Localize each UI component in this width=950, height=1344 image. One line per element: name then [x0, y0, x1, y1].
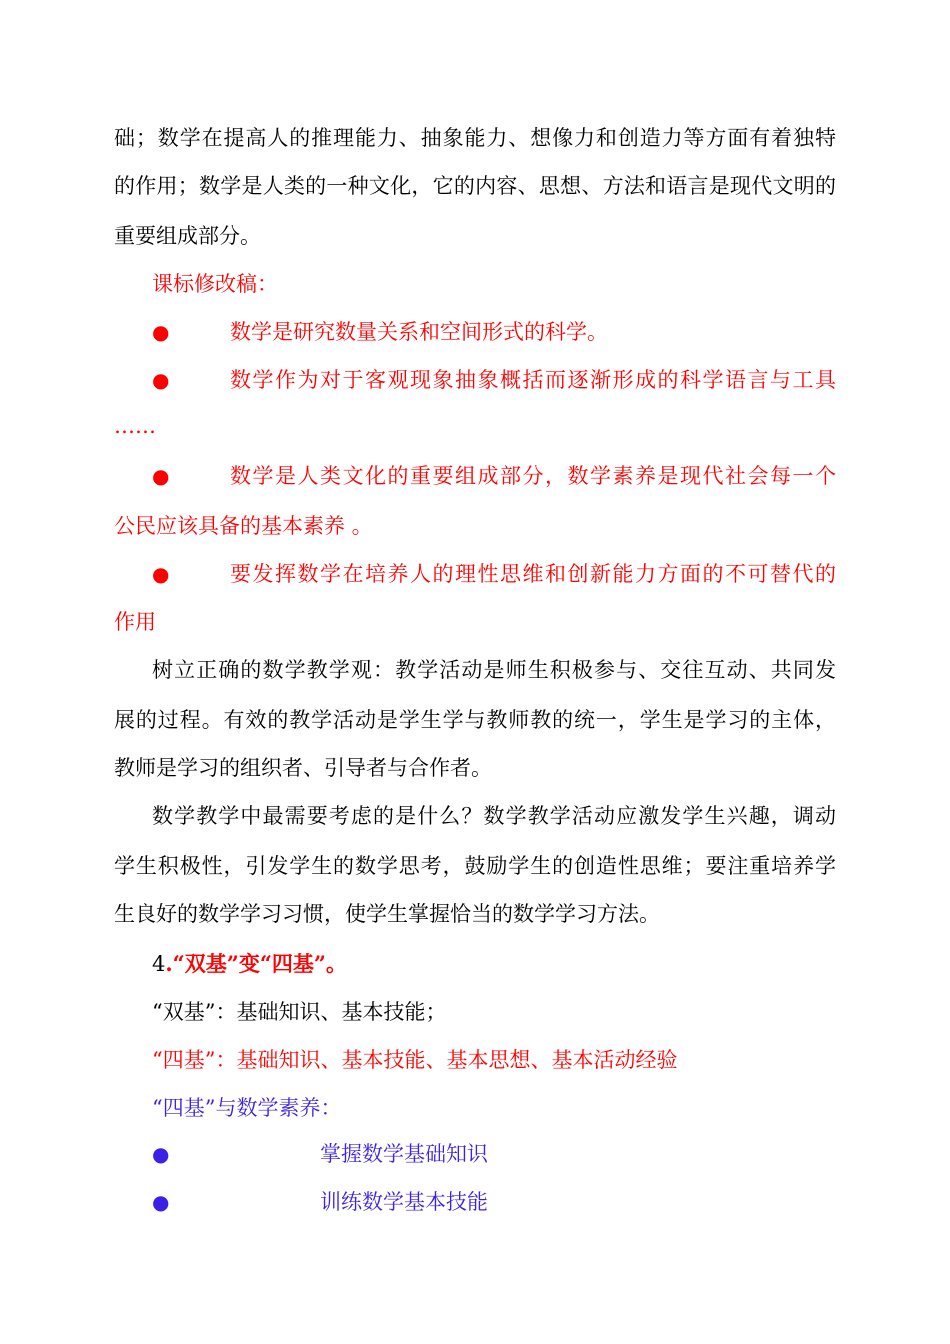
- paragraph-line: 学生积极性，引发学生的数学思考，鼓励学生的创造性思维；要注重培养学: [114, 854, 836, 878]
- revision-heading: 课标修改稿：: [152, 272, 278, 296]
- bullet-text-continuation: 作用: [114, 610, 156, 634]
- bullet-icon: ●: [152, 464, 170, 488]
- bullet-text: 数学作为对于客观现象抽象概括而逐渐形成的科学语言与工具: [230, 368, 836, 392]
- bullet-text: 训练数学基本技能: [320, 1190, 488, 1214]
- section-heading: [152, 950, 347, 978]
- bullet-icon: ●: [152, 368, 170, 392]
- paragraph-line: 教师是学习的组织者、引导者与合作者。: [114, 756, 492, 780]
- bullet-text-continuation: ……: [114, 414, 156, 438]
- paragraph-line: 的作用；数学是人类的一种文化，它的内容、思想、方法和语言是现代文明的: [114, 174, 836, 198]
- bullet-text: 要发挥数学在培养人的理性思维和创新能力方面的不可替代的: [230, 562, 836, 586]
- bullet-icon: ●: [152, 1190, 170, 1214]
- bullet-text: 数学是研究数量关系和空间形式的科学。: [230, 320, 608, 344]
- section-title: .“双基”变“四基”。: [165, 951, 348, 976]
- bullet-icon: ●: [152, 320, 170, 344]
- paragraph-line: 树立正确的数学教学观：教学活动是师生积极参与、交往互动、共同发: [152, 658, 836, 682]
- paragraph-line: 生良好的数学学习习惯，使学生掌握恰当的数学学习方法。: [114, 902, 660, 926]
- siji-suyang-heading: “四基”与数学素养：: [152, 1096, 342, 1120]
- paragraph-line: 数学教学中最需要考虑的是什么？数学教学活动应激发学生兴趣，调动: [152, 804, 836, 828]
- paragraph-line: 重要组成部分。: [114, 224, 261, 248]
- bullet-icon: ●: [152, 562, 170, 586]
- paragraph-line: 展的过程。有效的教学活动是学生学与教师教的统一，学生是学习的主体，: [114, 708, 836, 732]
- bullet-icon: ●: [152, 1142, 170, 1166]
- paragraph-line: 础；数学在提高人的推理能力、抽象能力、想像力和创造力等方面有着独特: [114, 126, 836, 150]
- bullet-text-continuation: 公民应该具备的基本素养 。: [114, 514, 373, 538]
- shuangji-line: “双基”：基础知识、基本技能；: [152, 1000, 447, 1024]
- siji-line: “四基”：基础知识、基本技能、基本思想、基本活动经验: [152, 1048, 678, 1072]
- section-number: 4: [152, 952, 166, 976]
- bullet-text: 掌握数学基础知识: [320, 1142, 488, 1166]
- bullet-text: 数学是人类文化的重要组成部分，数学素养是现代社会每一个: [230, 464, 836, 488]
